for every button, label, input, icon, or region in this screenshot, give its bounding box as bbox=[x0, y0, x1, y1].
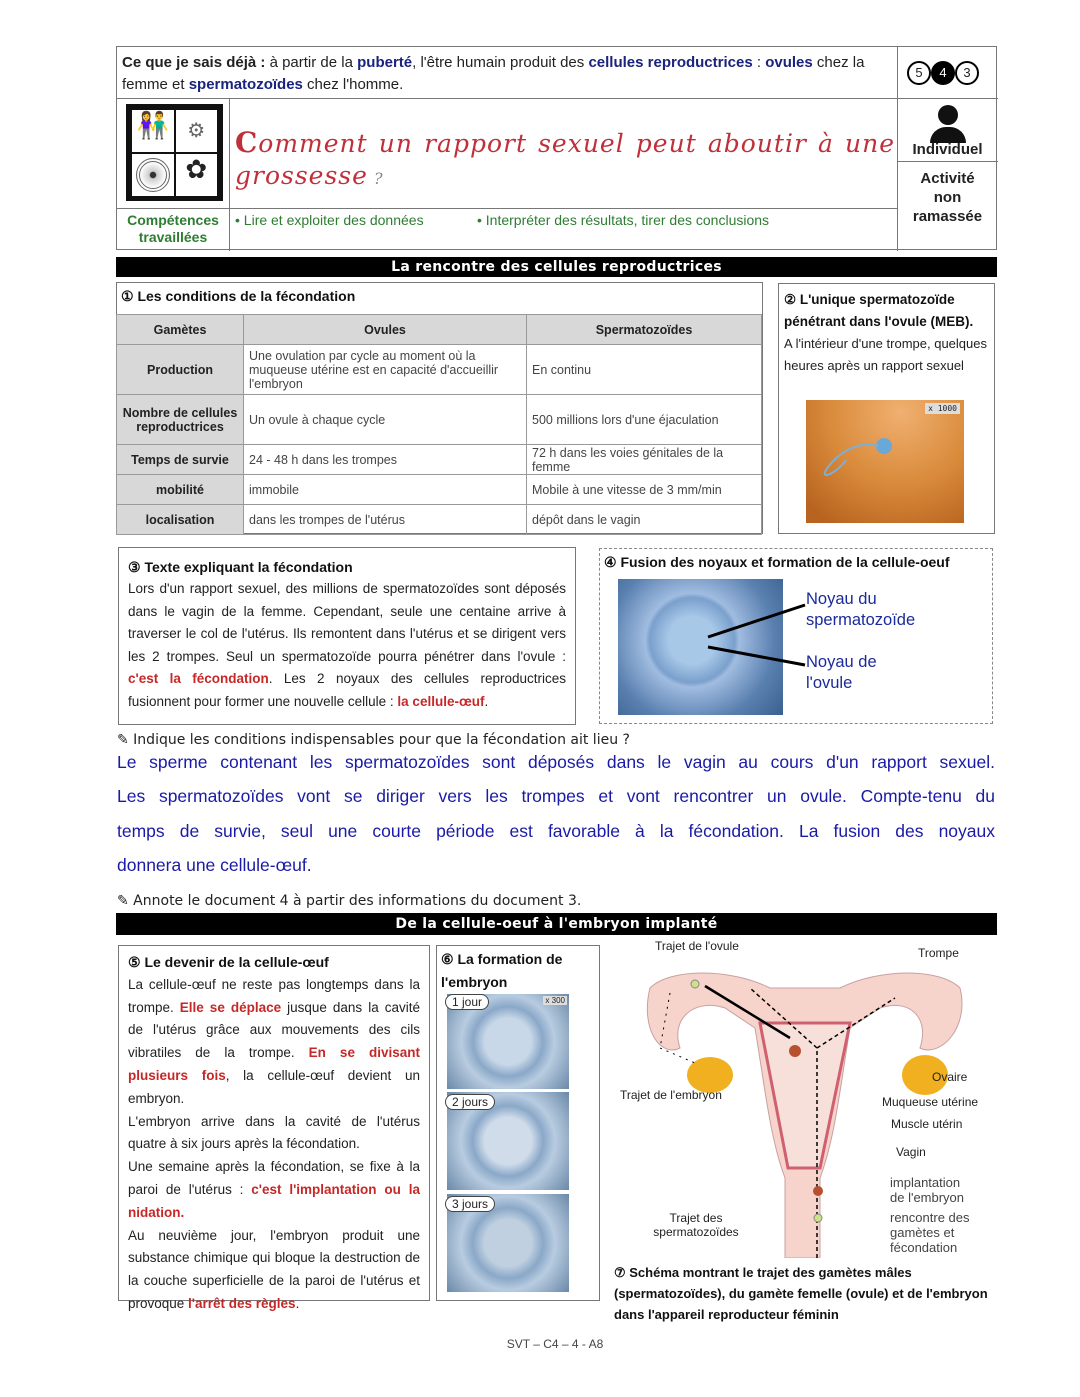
row-header: localisation bbox=[117, 505, 244, 535]
level-5: 5 bbox=[907, 61, 931, 85]
cell: 500 millions lors d'une éjaculation bbox=[527, 395, 762, 445]
level-badges bbox=[907, 61, 979, 85]
highlight: En se divisant plusieurs fois bbox=[128, 1045, 420, 1083]
doc1-title: ① Les conditions de la fécondation bbox=[121, 288, 356, 304]
legend-implantation: implantation de l'embryon bbox=[890, 1175, 965, 1205]
t: à partir de la bbox=[269, 54, 358, 71]
table-row bbox=[117, 475, 762, 505]
people-icon: 👫 bbox=[131, 109, 175, 153]
header-table bbox=[116, 46, 997, 250]
col-header: Spermatozoïdes bbox=[527, 315, 762, 345]
question-2: ✎ Annote le document 4 à partir des informations du document 3. bbox=[117, 893, 582, 909]
doc2-title: ② L'unique spermatozoïde pénétrant dans l'ovule (MEB). bbox=[784, 292, 974, 329]
label-muscle: Muscle utérin bbox=[891, 1117, 963, 1131]
col-header: Ovules bbox=[244, 315, 527, 345]
stage-label: 1 jour bbox=[445, 994, 489, 1010]
highlight: la cellule-œuf bbox=[397, 693, 485, 709]
section-banner-2: De la cellule-oeuf à l'embryon implanté bbox=[116, 913, 997, 935]
divider bbox=[117, 98, 998, 99]
t: chez la femme et bbox=[122, 54, 865, 93]
annotation-lines bbox=[700, 589, 810, 689]
section-banner-1: La rencontre des cellules reproductrices bbox=[116, 257, 997, 277]
stage-label: 3 jours bbox=[445, 1196, 495, 1212]
t: . bbox=[295, 1295, 300, 1311]
answer-line: Les spermatozoïdes vont se diriger vers les trompes et vont rencontrer un ovule. Compte-tenu du bbox=[117, 786, 995, 806]
t: . Les 2 noyaux des cellules reproductrices fusionnent pour former une nouvelle cellule : bbox=[128, 671, 566, 709]
doc2-box bbox=[778, 283, 995, 534]
table-row bbox=[117, 395, 762, 445]
title-initial: C bbox=[235, 126, 259, 159]
answer-line: donnera une cellule-œuf. bbox=[117, 855, 312, 875]
person-icon bbox=[929, 105, 967, 145]
mode-label: Individuel bbox=[912, 141, 983, 158]
kw: puberté bbox=[357, 54, 413, 71]
doc6-box bbox=[436, 945, 600, 1301]
col-header: Gamètes bbox=[117, 315, 244, 345]
title-q: ? bbox=[367, 169, 384, 188]
t: . bbox=[484, 693, 489, 709]
page-title bbox=[235, 127, 895, 195]
kw: spermatozoïdes bbox=[188, 76, 303, 93]
answer-line: Le sperme contenant les spermatozoïdes sont déposés dans le vagin au cours d'un rapport sexuel. bbox=[117, 752, 995, 772]
doc7-diagram bbox=[610, 938, 1000, 1328]
t: Une semaine après la fécondation, se fixe à la paroi de l'utérus : bbox=[128, 1159, 420, 1197]
doc3-box bbox=[118, 547, 576, 725]
highlight: l'arrêt des règles bbox=[188, 1295, 296, 1311]
activity-label: Activité non ramassée bbox=[912, 170, 983, 225]
doc5-title: ⑤ Le devenir de la cellule-œuf bbox=[128, 954, 329, 970]
cell: En continu bbox=[527, 345, 762, 395]
legend-fecondation: rencontre des gamètes et fécondation bbox=[890, 1210, 970, 1255]
label-ovule-path: Trajet de l'ovule bbox=[655, 939, 739, 953]
label-ovaire: Ovaire bbox=[932, 1070, 968, 1084]
sperm-tail bbox=[806, 400, 964, 523]
conditions-table bbox=[116, 314, 762, 535]
doc5-p2: L'embryon arrive dans la cavité de l'utérus quatre à six jours après la fécondation. bbox=[128, 1113, 420, 1152]
prior-label: Ce que je sais déjà : bbox=[122, 54, 266, 71]
level-4-active: 4 bbox=[931, 61, 955, 85]
skill-2: • Interpréter des résultats, tirer des conclusions bbox=[477, 212, 770, 228]
doc5-p4 bbox=[128, 1225, 420, 1316]
answer-line: temps de survie, seul une courte période est favorable à la fécondation. La fusion des noyaux bbox=[117, 821, 995, 841]
skill-1: • Lire et exploiter des données bbox=[235, 212, 424, 228]
cell: dépôt dans le vagin bbox=[527, 505, 762, 535]
stage-label: 2 jours bbox=[445, 1094, 495, 1110]
cells-icon: ⚙ bbox=[175, 109, 219, 153]
row-header: Production bbox=[117, 345, 244, 395]
kw: ovules bbox=[765, 54, 813, 71]
title-text: omment un rapport sexuel peut aboutir à une grossesse bbox=[235, 129, 895, 190]
cell: Une ovulation par cycle au moment où la muqueuse utérine est en capacité d'accueillir l'embryon bbox=[244, 345, 527, 395]
table-row bbox=[117, 505, 762, 535]
cell: Un ovule à chaque cycle bbox=[244, 395, 527, 445]
doc4-title: ④ Fusion des noyaux et formation de la cellule-oeuf bbox=[604, 554, 950, 570]
t: Au neuvième jour, l'embryon produit une substance chimique qui bloque la destruction de la couche superficielle de la paroi de l'utérus et provoque bbox=[128, 1227, 420, 1311]
cell: Mobile à une vitesse de 3 mm/min bbox=[527, 475, 762, 505]
cell: dans les trompes de l'utérus bbox=[244, 505, 527, 535]
divider bbox=[117, 208, 897, 209]
label-embryo-path: Trajet de l'embryon bbox=[620, 1088, 722, 1102]
skills-label: Compétences travaillées bbox=[127, 212, 219, 245]
highlight: Elle se déplace bbox=[179, 999, 282, 1015]
label-muqueuse: Muqueuse utérine bbox=[882, 1095, 979, 1109]
divider bbox=[229, 98, 230, 251]
row-header: mobilité bbox=[117, 475, 244, 505]
scale-label: x 300 bbox=[545, 996, 565, 1005]
t: La cellule-œuf ne reste pas longtemps dans la trompe. bbox=[128, 976, 420, 1015]
theme-logo bbox=[126, 104, 223, 201]
prior-knowledge bbox=[122, 52, 892, 96]
doc3-title: ③ Texte expliquant la fécondation bbox=[128, 559, 353, 575]
label-sperm-path: Trajet des spermatozoïdes bbox=[653, 1211, 739, 1239]
t: , l'être humain produit des bbox=[412, 54, 589, 71]
label-trompe: Trompe bbox=[918, 946, 959, 960]
doc5-p1 bbox=[128, 974, 420, 1111]
label-vagin: Vagin bbox=[896, 1145, 926, 1159]
t: : bbox=[752, 54, 766, 71]
question-1: ✎ Indique les conditions indispensables pour que la fécondation ait lieu ? bbox=[117, 732, 630, 748]
scale-label: x 1000 bbox=[925, 403, 960, 414]
doc1-box bbox=[116, 282, 763, 534]
row-header: Temps de survie bbox=[117, 445, 244, 475]
flower-icon: ✿ bbox=[175, 153, 219, 197]
table-row bbox=[117, 345, 762, 395]
t: chez l'homme. bbox=[302, 76, 404, 93]
doc5-box bbox=[118, 945, 430, 1311]
highlight: c'est la fécondation bbox=[128, 671, 269, 686]
divider bbox=[897, 161, 998, 162]
doc4-box bbox=[599, 548, 993, 724]
sperm-egg-meb-image bbox=[806, 400, 964, 523]
label-egg-nucleus: Noyau de l'ovule bbox=[806, 653, 877, 692]
doc6-title: ⑥ La formation de l'embryon bbox=[441, 951, 563, 990]
table-row bbox=[117, 445, 762, 475]
label-sperm-nucleus: Noyau du spermatozoïde bbox=[806, 590, 916, 629]
highlight: c'est l'implantation ou la nidation. bbox=[128, 1181, 420, 1220]
row-header: Nombre de cellules reproductrices bbox=[117, 395, 244, 445]
page-footer: SVT – C4 – 4 - A8 bbox=[506, 1337, 604, 1351]
kw: cellules reproductrices bbox=[588, 54, 753, 71]
t: jusque dans la cavité de l'utérus grâce aux mouvements des cils vibratiles de la trompe. bbox=[128, 999, 420, 1061]
doc7-caption: ⑦ Schéma montrant le trajet des gamètes mâles (spermatozoïdes), du gamète femelle (ovule) et de l'embryon dans l'appareil reproducteur féminin bbox=[614, 1265, 988, 1322]
cell: 24 - 48 h dans les trompes bbox=[244, 445, 527, 475]
eye-icon bbox=[131, 153, 175, 197]
cell: 72 h dans les voies génitales de la femme bbox=[527, 445, 762, 475]
t: Lors d'un rapport sexuel, des millions de spermatozoïdes sont déposés dans le vagin de la femme. Cependant, seule une centaine arrive à traverser le col de l'utérus. Ils remontent dans l'utérus et se dirigent vers les 2 trompes. Seul un spermatozoïde pourra pénétrer dans l'ovule : bbox=[128, 581, 566, 664]
level-3: 3 bbox=[955, 61, 979, 85]
doc3-text bbox=[128, 578, 566, 713]
cell: immobile bbox=[244, 475, 527, 505]
doc2-text: A l'intérieur d'une trompe, quelques heures après un rapport sexuel bbox=[784, 336, 987, 373]
doc5-p3 bbox=[128, 1156, 420, 1224]
t: , la cellule-œuf devient un embryon. bbox=[128, 1067, 420, 1106]
